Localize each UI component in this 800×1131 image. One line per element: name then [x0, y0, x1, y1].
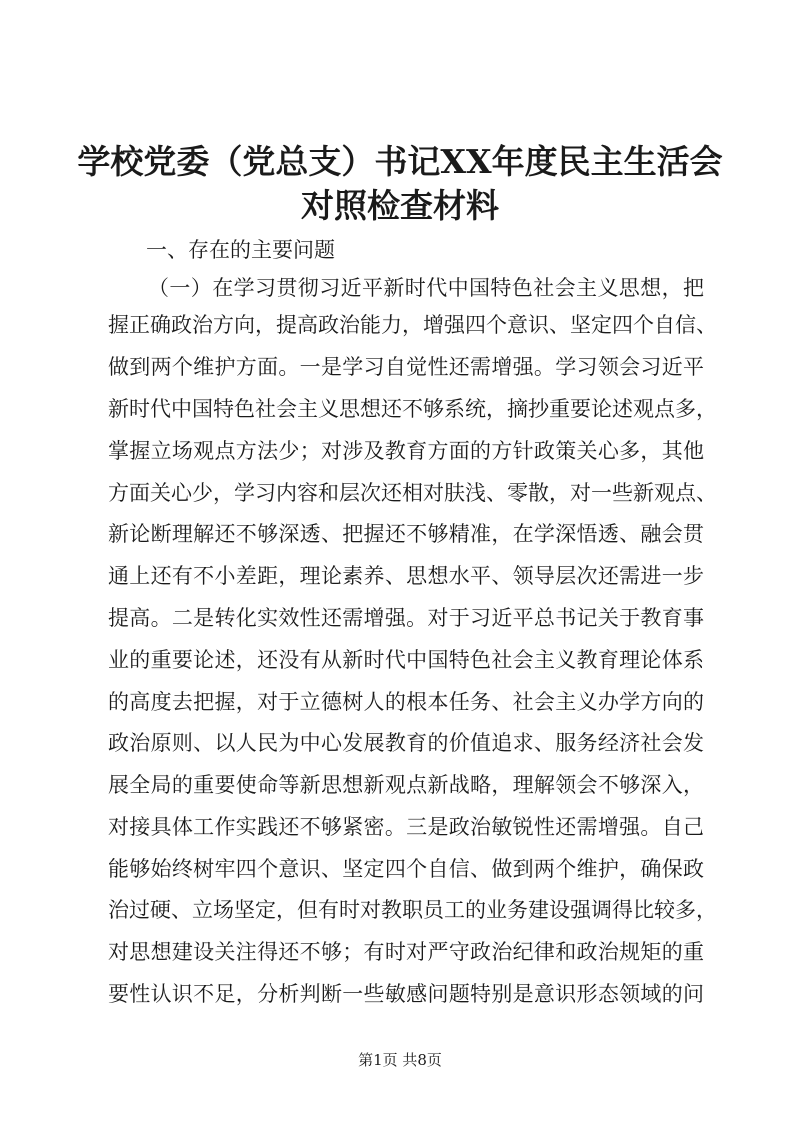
document-title-line-1: 学校党委（党总支）书记XX年度民主生活会	[77, 142, 723, 181]
paragraph-line: 能够始终树牢四个意识、坚定四个自信、做到两个维护，确保政	[108, 857, 704, 881]
page-footer: 第1页 共8页	[358, 1051, 442, 1069]
paragraph-line: 业的重要论述，还没有从新时代中国特色社会主义教育理论体系	[108, 648, 704, 672]
paragraph-line: 握正确政治方向，提高政治能力，增强四个意识、坚定四个自信、	[108, 313, 717, 337]
paragraph-line: 新时代中国特色社会主义思想还不够系统，摘抄重要论述观点多，	[108, 397, 717, 421]
paragraph-line: 提高。二是转化实效性还需增强。对于习近平总书记关于教育事	[108, 606, 704, 630]
paragraph-line: 的高度去把握，对于立德树人的根本任务、社会主义办学方向的	[108, 690, 704, 714]
paragraph-line: （一）在学习贯彻习近平新时代中国特色社会主义思想，把	[148, 276, 704, 300]
section-heading: 一、存在的主要问题	[146, 238, 335, 262]
paragraph-line: 对思想建设关注得还不够；有时对严守政治纪律和政治规矩的重	[108, 940, 704, 964]
paragraph-line: 做到两个维护方面。一是学习自觉性还需增强。学习领会习近平	[108, 355, 704, 379]
paragraph-line: 通上还有不小差距，理论素养、思想水平、领导层次还需进一步	[108, 564, 704, 588]
paragraph-line: 治过硬、立场坚定，但有时对教职员工的业务建设强调得比较多，	[108, 898, 717, 922]
paragraph-line: 对接具体工作实践还不够紧密。三是政治敏锐性还需增强。自己	[108, 815, 704, 839]
paragraph-line: 政治原则、以人民为中心发展教育的价值追求、服务经济社会发	[108, 731, 704, 755]
document-title-line-2: 对照检查材料	[301, 186, 499, 225]
paragraph-line: 要性认识不足，分析判断一些敏感问题特别是意识形态领域的问	[108, 982, 704, 1006]
paragraph-line: 方面关心少，学习内容和层次还相对肤浅、零散，对一些新观点、	[108, 481, 717, 505]
paragraph-line: 展全局的重要使命等新思想新观点新战略，理解领会不够深入，	[108, 773, 704, 797]
paragraph-line: 掌握立场观点方法少；对涉及教育方面的方针政策关心多，其他	[108, 439, 704, 463]
paragraph-line: 新论断理解还不够深透、把握还不够精准，在学深悟透、融会贯	[108, 522, 704, 546]
